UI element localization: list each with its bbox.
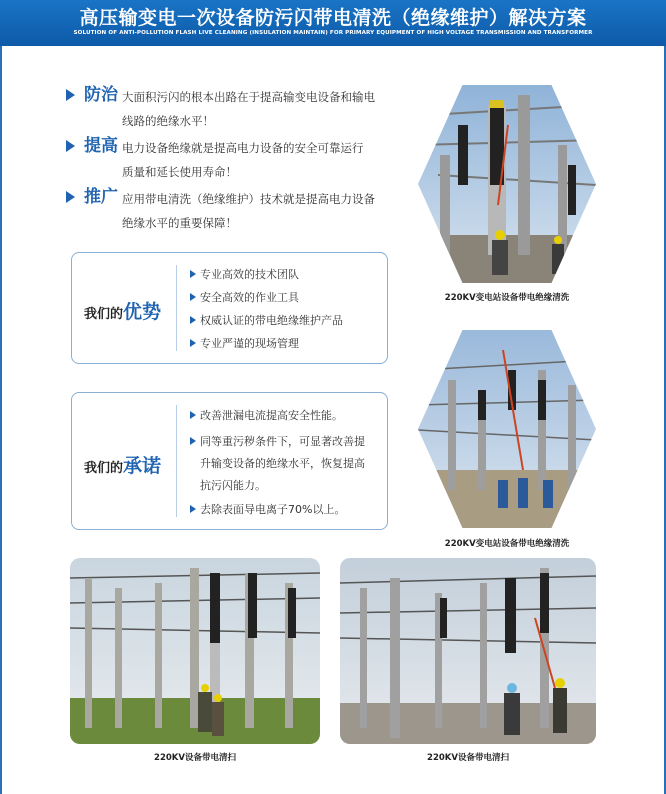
page-title: 高压输变电一次设备防污闪带电清洗（绝缘维护）解决方案 — [79, 7, 587, 29]
intro-text-line: 应用带电清洗（绝缘维护）技术就是提高电力设备 — [122, 192, 375, 206]
intro-item-promote — [66, 187, 396, 235]
advantage-item: 权威认证的带电绝缘维护产品 — [190, 312, 343, 328]
advantages-label — [84, 297, 161, 324]
photo-equipment-sweeping-1 — [70, 558, 320, 744]
intro-text-line: 大面积污闪的根本出路在于提高输变电设备和输电 — [122, 90, 375, 104]
promise-item: 同等重污秽条件下，可显著改善提 — [190, 433, 365, 449]
intro-heading: 提高 — [84, 136, 118, 156]
photo-caption-4: 220KV设备带电清扫 — [427, 753, 509, 763]
photo-equipment-sweeping-2 — [340, 558, 596, 744]
page-subtitle: SOLUTION OF ANTI-POLLUTION FLASH LIVE CLEANING (INSULATION MAINTAIN) FOR PRIMARY EQUIPMENT OF HIGH VOLTAGE TRANSMISSION AND TRANSFORMER — [73, 30, 593, 36]
bullet-arrow-icon — [190, 316, 196, 324]
promise-item: 去除表面导电离子70%以上。 — [190, 501, 345, 517]
bullet-arrow-icon — [190, 505, 196, 513]
advantages-label-big: 优势 — [123, 301, 162, 323]
intro-heading: 推广 — [84, 187, 118, 207]
arrow-right-icon — [66, 191, 75, 203]
photo-caption-3: 220KV设备带电清扫 — [154, 753, 236, 763]
promise-label — [84, 451, 161, 478]
promise-box — [71, 392, 388, 530]
bullet-arrow-icon — [190, 293, 196, 301]
arrow-right-icon — [66, 89, 75, 101]
bullet-arrow-icon — [190, 437, 196, 445]
intro-item-prevent — [66, 85, 396, 133]
header-banner — [0, 0, 666, 46]
intro-heading: 防治 — [84, 85, 118, 105]
advantage-item: 专业严谨的现场管理 — [190, 335, 299, 351]
photo-substation-cleaning-1 — [418, 85, 596, 283]
bullet-arrow-icon — [190, 411, 196, 419]
promise-label-big: 承诺 — [123, 455, 162, 477]
intro-item-improve — [66, 136, 396, 184]
photo-substation-cleaning-2 — [418, 330, 596, 528]
box-divider — [176, 405, 177, 517]
photo-caption-2: 220KV变电站设备带电绝缘清洗 — [444, 539, 570, 549]
box-divider — [176, 265, 177, 351]
intro-text-line: 线路的绝缘水平！ — [122, 114, 214, 128]
promise-label-prefix: 我们的 — [84, 461, 124, 476]
photo-caption-1: 220KV变电站设备带电绝缘清洗 — [444, 293, 570, 303]
bullet-arrow-icon — [190, 339, 196, 347]
frame-border-left — [0, 46, 2, 794]
intro-text-line: 质量和延长使用寿命！ — [122, 165, 237, 179]
intro-text-line: 绝缘水平的重要保障！ — [122, 216, 237, 230]
promise-item: 改善泄漏电流提高安全性能。 — [190, 407, 343, 423]
arrow-right-icon — [66, 140, 75, 152]
promise-item-continued: 抗污闪能力。 — [200, 479, 266, 492]
bullet-arrow-icon — [190, 270, 196, 278]
advantage-item: 安全高效的作业工具 — [190, 289, 299, 305]
intro-text-line: 电力设备绝缘就是提高电力设备的安全可靠运行 — [122, 141, 364, 155]
promise-item-continued: 升输变设备的绝缘水平，恢复提高 — [200, 457, 365, 470]
advantage-item: 专业高效的技术团队 — [190, 266, 299, 282]
advantages-label-prefix: 我们的 — [84, 307, 124, 322]
advantages-box — [71, 252, 388, 364]
